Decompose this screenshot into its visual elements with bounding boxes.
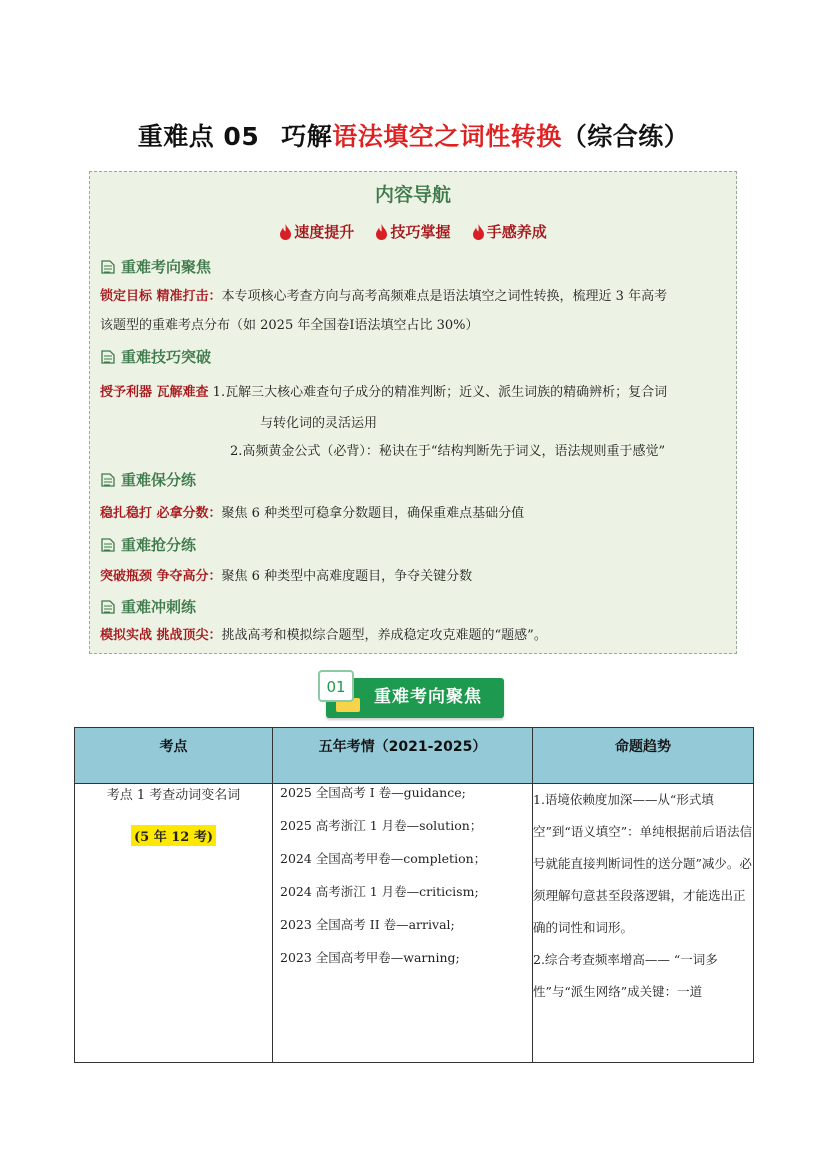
exam-item: 2024 高考浙江 1 月卷—criticism; <box>280 884 479 899</box>
header-exams: 五年考情（2021-2025） <box>273 728 533 784</box>
nav-tags <box>90 221 736 244</box>
trend-paragraph-2: 2.综合考查频率增高—— “一词多性”与“派生网络”成关键：一道 <box>533 952 718 999</box>
document-icon <box>100 472 116 488</box>
nav-heading: 内容导航 <box>374 184 451 206</box>
flame-icon <box>472 224 485 240</box>
flame-icon <box>279 224 292 240</box>
exam-item: 2025 全国高考 I 卷—guidance; <box>280 785 466 800</box>
exam-item: 2023 全国高考甲卷—warning; <box>280 950 460 965</box>
focus-line-1: 锁定目标 精准打击：本专项核心考查方向与高考高频难点是语法填空之词性转换，梳理近 3 年高考 <box>100 289 668 304</box>
point-cell <box>75 784 273 1063</box>
exams-cell <box>273 784 533 1063</box>
exam-item: 2024 全国高考甲卷—completion； <box>280 851 487 866</box>
section-badge <box>318 670 508 722</box>
section-sprint-heading: 重难冲刺练 <box>100 596 196 617</box>
section-focus-heading: 重难考向聚焦 <box>100 256 211 277</box>
title-highlight: 语法填空之词性转换 <box>332 122 562 151</box>
skill-line-1: 授予利器 瓦解难查 1.瓦解三大核心难查句子成分的精准判断；近义、派生词族的精确辨析；复合词 <box>100 385 668 400</box>
document-icon <box>100 259 116 275</box>
title-part1: 巧解 <box>281 122 333 151</box>
trend-cell <box>533 784 754 1063</box>
skill-line-3: 2.高频黄金公式（必背）：秘诀在于“结构判断先于词义，语法规则重于感觉” <box>230 444 666 459</box>
header-point: 考点 <box>75 728 273 784</box>
exam-item: 2025 高考浙江 1 月卷—solution； <box>280 818 483 833</box>
flame-icon <box>375 224 388 240</box>
title-prefix: 重难点 05 <box>137 122 260 151</box>
skill-line-2: 与转化词的灵活运用 <box>260 416 378 431</box>
header-trend: 命题趋势 <box>533 728 754 784</box>
document-icon <box>100 599 116 615</box>
table-header-row <box>75 728 754 784</box>
basic-line: 稳扎稳打 必拿分数：聚焦 6 种类型可稳拿分数题目，确保重难点基础分值 <box>100 506 525 521</box>
badge-title: 重难考向聚焦 <box>374 687 482 707</box>
point-count: (5 年 12 考) <box>131 825 216 846</box>
page-title <box>0 117 827 153</box>
document-icon <box>100 537 116 553</box>
table-row <box>75 784 754 1063</box>
content-navigation-box <box>89 171 737 654</box>
section-grab-heading: 重难抢分练 <box>100 534 196 555</box>
tag-feel: 手感养成 <box>472 221 547 242</box>
sprint-line: 模拟实战 挑战顶尖：挑战高考和模拟综合题型，养成稳定攻克难题的“题感”。 <box>100 628 547 643</box>
tag-skill: 技巧掌握 <box>375 221 450 242</box>
grab-line: 突破瓶颈 争夺高分：聚焦 6 种类型中高难度题目，争夺关键分数 <box>100 569 473 584</box>
exam-table <box>74 727 754 1063</box>
document-icon <box>100 349 116 365</box>
section-skill-heading: 重难技巧突破 <box>100 346 211 367</box>
exam-item: 2023 全国高考 II 卷—arrival; <box>280 917 455 932</box>
point-name: 考点 1 考查动词变名词 <box>106 788 241 803</box>
title-suffix: （综合练） <box>561 122 690 151</box>
badge-number: 01 <box>318 670 354 702</box>
section-basic-heading: 重难保分练 <box>100 469 196 490</box>
tag-speed: 速度提升 <box>279 221 354 242</box>
focus-line-2: 该题型的重难考点分布（如 2025 年全国卷Ⅰ语法填空占比 30%） <box>100 318 479 333</box>
trend-paragraph-1: 1.语境依赖度加深——从“形式填空”到“语义填空”：单纯根据前后语法信号就能直接判断词性的送分题”减少。必须理解句意甚至段落逻辑，才能选出正确的词性和词形。 <box>533 792 753 935</box>
